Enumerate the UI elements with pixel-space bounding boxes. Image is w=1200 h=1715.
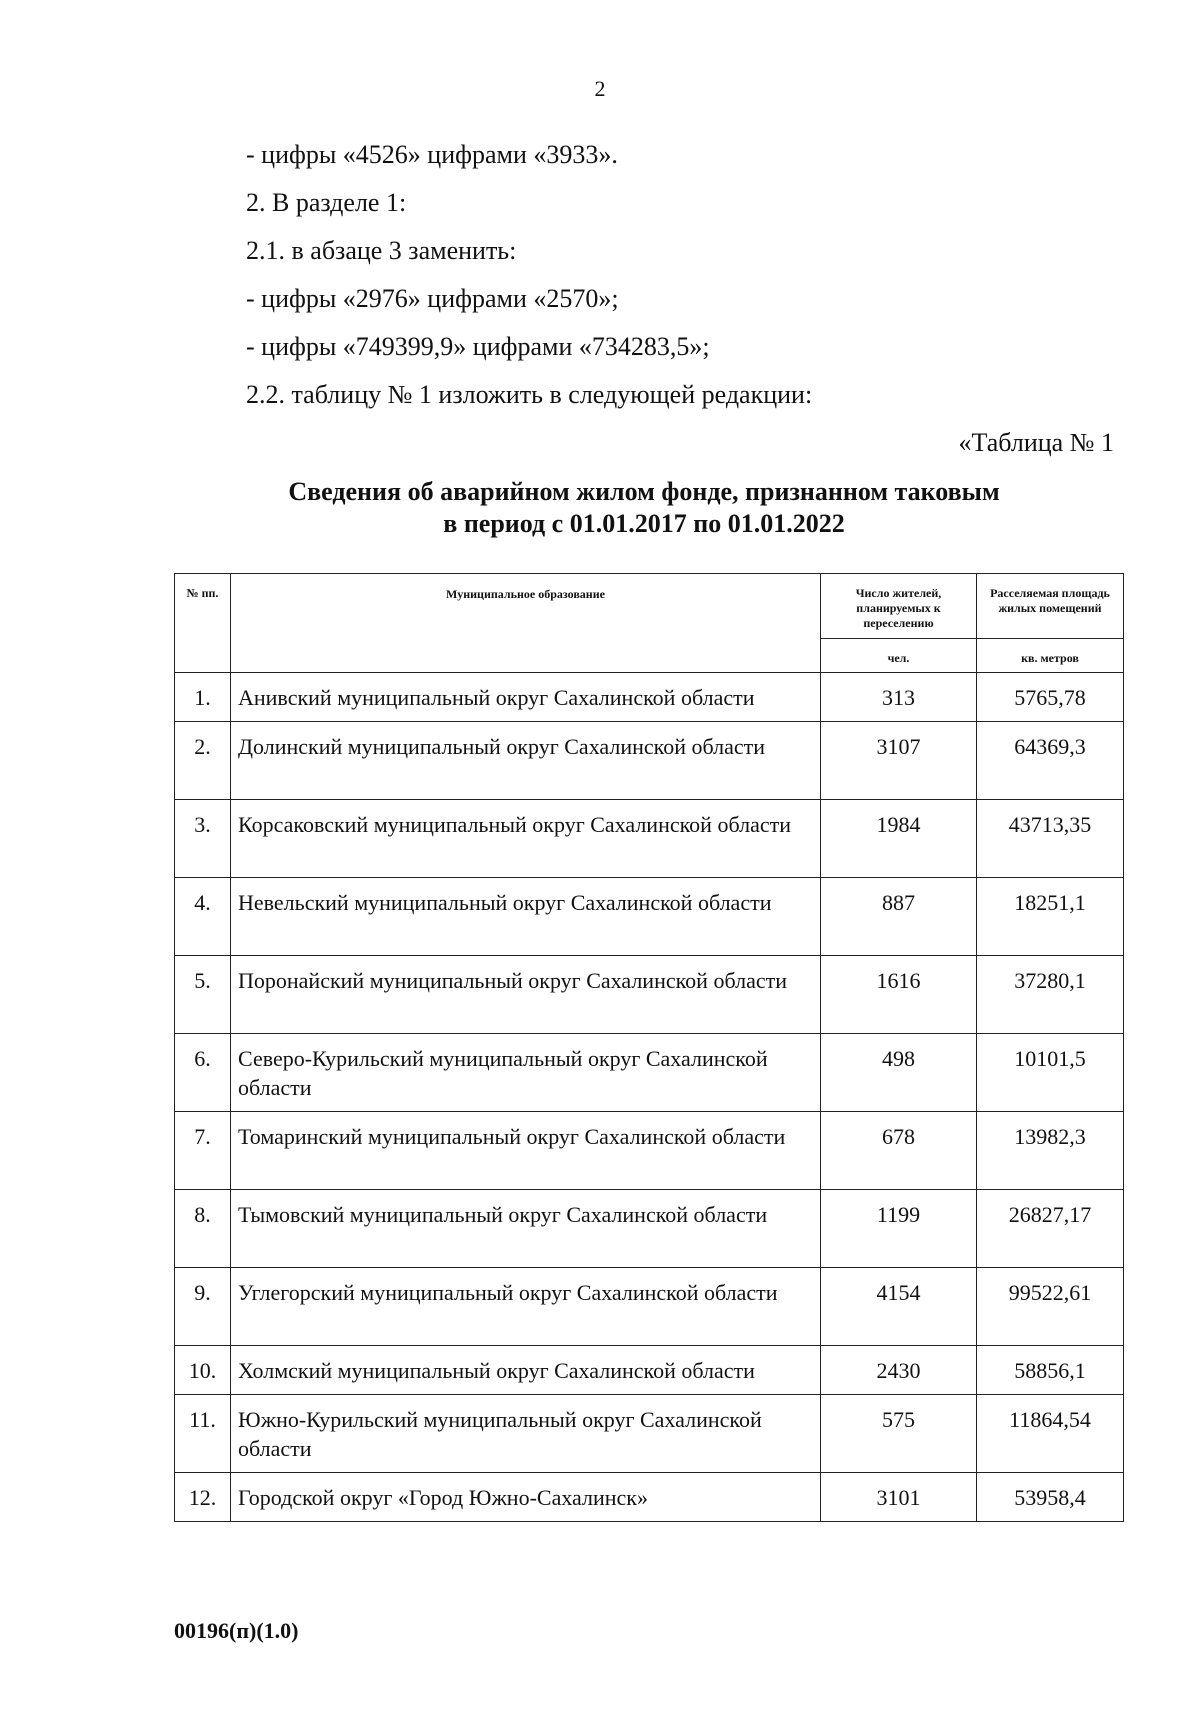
table-row [175,800,1124,878]
area-value: 43713,35 [977,800,1124,878]
table-header [175,574,1124,673]
residents-value: 4154 [821,1268,977,1346]
row-number: 8. [175,1190,231,1268]
title-line-1: Сведения об аварийном жилом фонде, признанном таковым [288,477,1000,506]
body-line: - цифры «749399,9» цифрами «734283,5»; [246,332,710,361]
header-municipality: Муниципальное образование [231,574,821,673]
header-residents: Число жителей, планируемых к переселению [821,574,977,639]
body-line: - цифры «4526» цифрами «3933». [246,140,618,169]
residents-value: 1984 [821,800,977,878]
header-num: № пп. [175,574,231,673]
body-line: 2.1. в абзаце 3 заменить: [246,236,517,265]
row-number: 4. [175,878,231,956]
area-value: 10101,5 [977,1034,1124,1112]
row-number: 3. [175,800,231,878]
table-row [175,1395,1124,1473]
municipality-name: Томаринский муниципальный округ Сахалинской области [231,1112,821,1190]
area-value: 26827,17 [977,1190,1124,1268]
body-line: - цифры «2976» цифрами «2570»; [246,284,619,313]
municipality-name: Северо-Курильский муниципальный округ Сахалинской области [231,1034,821,1112]
housing-table [174,573,1124,1522]
row-number: 1. [175,673,231,722]
area-value: 18251,1 [977,878,1124,956]
row-number: 11. [175,1395,231,1473]
title-line-2: в период с 01.01.2017 по 01.01.2022 [443,509,845,538]
residents-value: 887 [821,878,977,956]
row-number: 10. [175,1346,231,1395]
residents-value: 575 [821,1395,977,1473]
header-area: Расселяемая площадь жилых помещений [977,574,1124,639]
body-line: 2. В разделе 1: [246,188,407,217]
municipality-name: Тымовский муниципальный округ Сахалинской области [231,1190,821,1268]
area-value: 64369,3 [977,722,1124,800]
table-row [175,1346,1124,1395]
table-row [175,1112,1124,1190]
residents-value: 498 [821,1034,977,1112]
row-number: 6. [175,1034,231,1112]
residents-value: 3101 [821,1473,977,1522]
municipality-name: Долинский муниципальный округ Сахалинской области [231,722,821,800]
area-value: 99522,61 [977,1268,1124,1346]
residents-value: 1616 [821,956,977,1034]
area-value: 5765,78 [977,673,1124,722]
table-row [175,1190,1124,1268]
table-caption: «Таблица № 1 [958,428,1114,457]
table-row [175,956,1124,1034]
unit-area: кв. метров [977,639,1124,673]
residents-value: 3107 [821,722,977,800]
municipality-name: Анивский муниципальный округ Сахалинской области [231,673,821,722]
body-line: 2.2. таблицу № 1 изложить в следующей редакции: [246,380,813,409]
document-title [0,476,1200,540]
table-row [175,1034,1124,1112]
residents-value: 1199 [821,1190,977,1268]
municipality-name: Невельский муниципальный округ Сахалинской области [231,878,821,956]
area-value: 37280,1 [977,956,1124,1034]
row-number: 12. [175,1473,231,1522]
residents-value: 2430 [821,1346,977,1395]
document-code: 00196(п)(1.0) [174,1618,299,1643]
row-number: 5. [175,956,231,1034]
residents-value: 678 [821,1112,977,1190]
municipality-name: Городской округ «Город Южно-Сахалинск» [231,1473,821,1522]
table-row [175,1268,1124,1346]
area-value: 53958,4 [977,1473,1124,1522]
amendment-text [246,131,812,419]
table-body [175,673,1124,1522]
residents-value: 313 [821,673,977,722]
area-value: 13982,3 [977,1112,1124,1190]
table-row [175,1473,1124,1522]
row-number: 7. [175,1112,231,1190]
table-row [175,673,1124,722]
area-value: 58856,1 [977,1346,1124,1395]
page-number: 2 [594,76,606,101]
municipality-name: Корсаковский муниципальный округ Сахалинской области [231,800,821,878]
municipality-name: Поронайский муниципальный округ Сахалинской области [231,956,821,1034]
unit-residents: чел. [821,639,977,673]
table-row [175,722,1124,800]
row-number: 2. [175,722,231,800]
area-value: 11864,54 [977,1395,1124,1473]
municipality-name: Холмский муниципальный округ Сахалинской области [231,1346,821,1395]
table-row [175,878,1124,956]
municipality-name: Южно-Курильский муниципальный округ Сахалинской области [231,1395,821,1473]
row-number: 9. [175,1268,231,1346]
municipality-name: Углегорский муниципальный округ Сахалинской области [231,1268,821,1346]
